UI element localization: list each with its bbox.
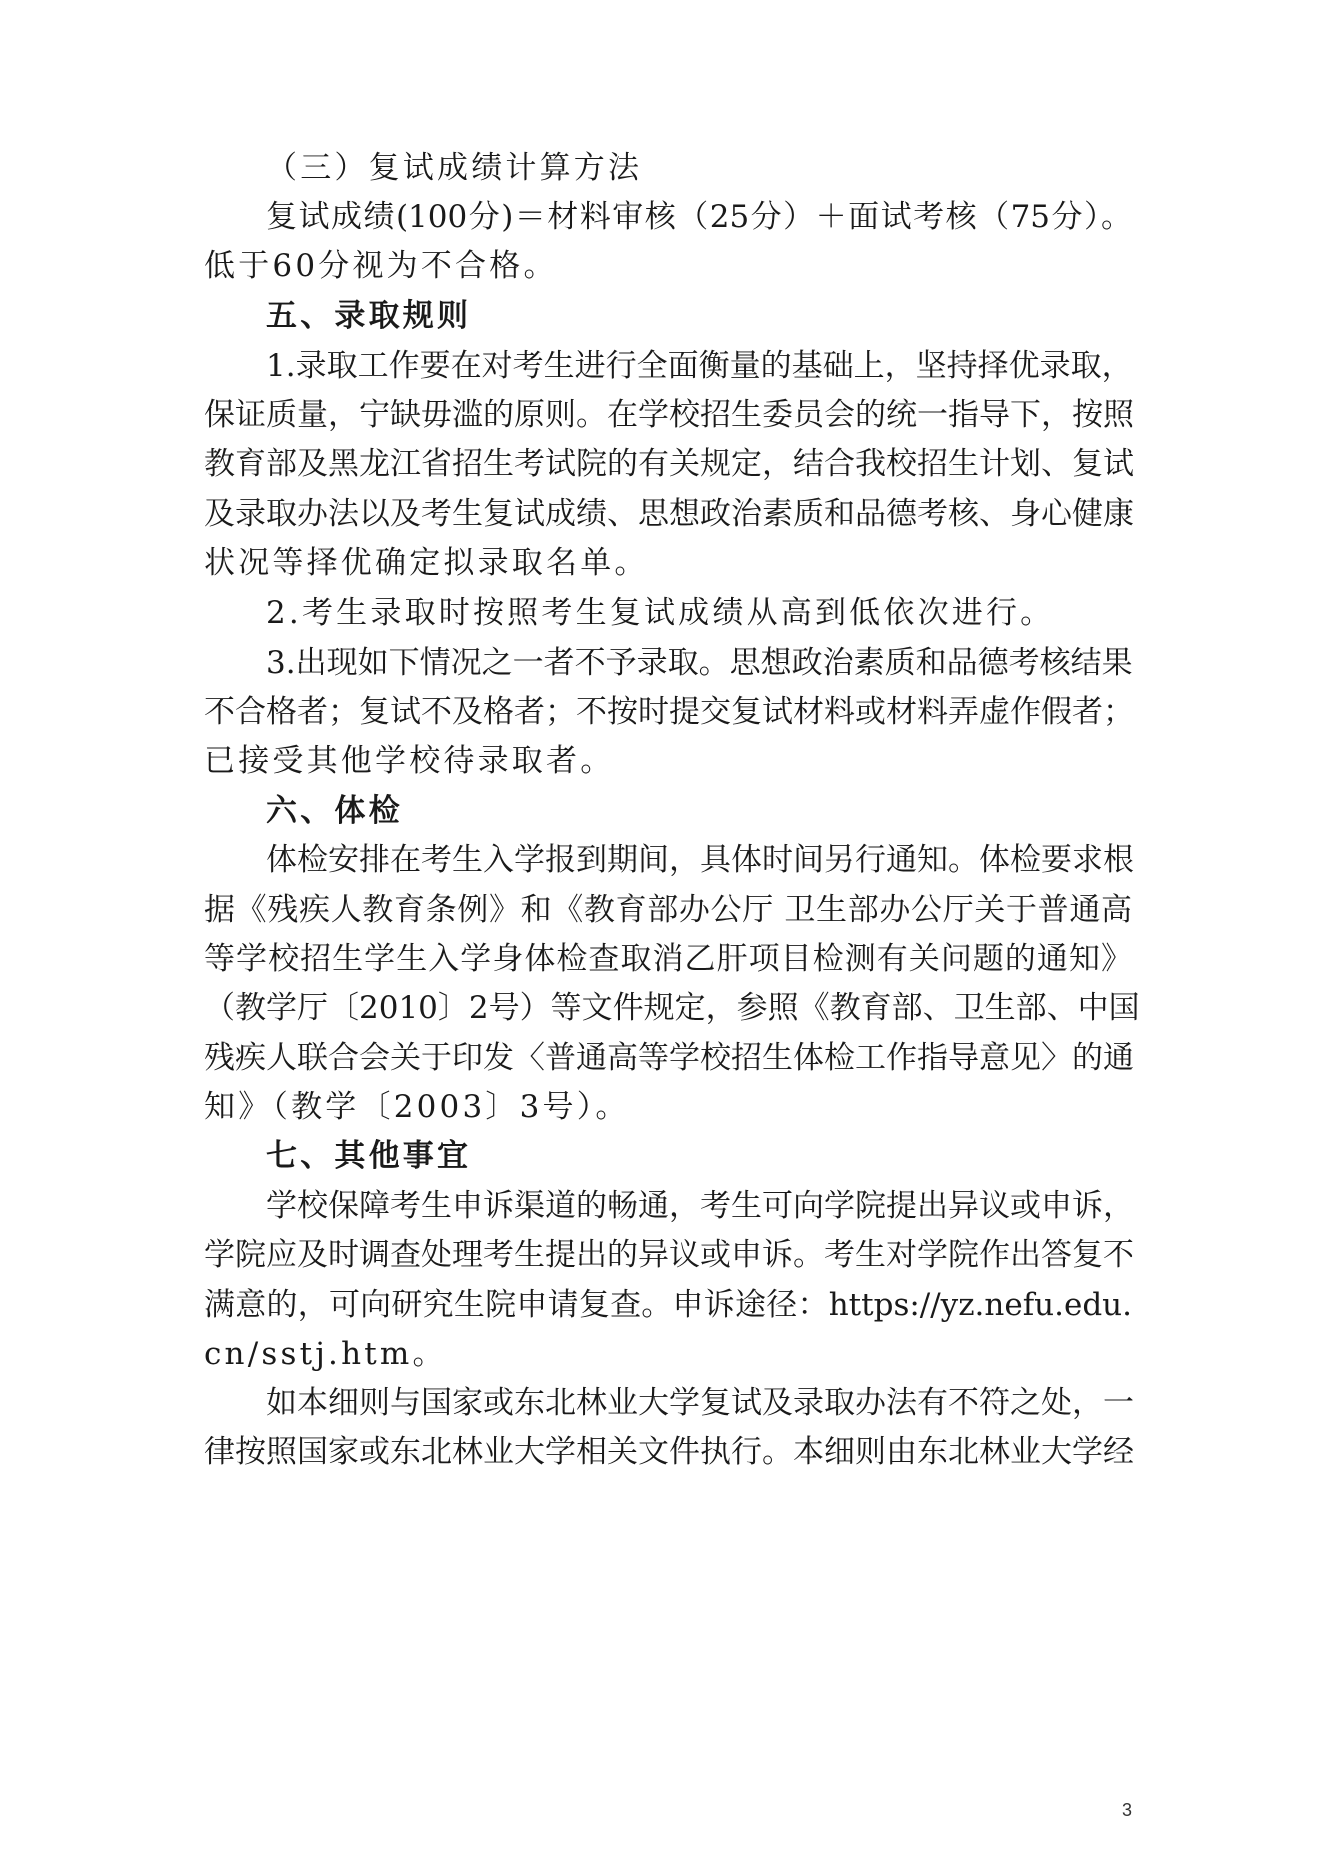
section-heading: 五、录取规则 (266, 298, 472, 334)
body-text-line: 学院应及时调查处理考生提出的异议或申诉。考生对学院作出答复不 (204, 1237, 1134, 1273)
body-text-line: 体检安排在考生入学报到期间，具体时间另行通知。体检要求根 (266, 842, 1134, 878)
body-text-line: 状况等择优确定拟录取名单。 (204, 545, 649, 581)
body-text-line: 律按照国家或东北林业大学相关文件执行。本细则由东北林业大学经 (204, 1434, 1134, 1470)
body-text-line: cn/sstj.htm。 (204, 1336, 447, 1372)
body-text-line: 学校保障考生申诉渠道的畅通，考生可向学院提出异议或申诉， (266, 1188, 1134, 1224)
body-text-line: 1.录取工作要在对考生进行全面衡量的基础上，坚持择优录取， (266, 348, 1133, 384)
page-number: 3 (1121, 1800, 1132, 1820)
body-text-line: 满意的，可向研究生院申请复查。申诉途径：https://yz.nefu.edu. (204, 1287, 1132, 1323)
body-text-line: 复试成绩(100分)＝材料审核（25分）＋面试考核（75分）。 (266, 199, 1132, 235)
body-text-line: 等学校招生学生入学身体检查取消乙肝项目检测有关问题的通知》 (204, 941, 1132, 977)
section-heading: 六、体检 (266, 793, 403, 829)
body-text-line: 不合格者；复试不及格者；不按时提交复试材料或材料弄虚作假者； (204, 694, 1134, 730)
body-text-line: 2.考生录取时按照考生复试成绩从高到低依次进行。 (266, 595, 1055, 631)
body-text-line: 低于60分视为不合格。 (204, 248, 558, 284)
body-text-line: 已接受其他学校待录取者。 (204, 743, 615, 779)
section-heading: 七、其他事宜 (266, 1138, 472, 1174)
body-text-line: 及录取办法以及考生复试成绩、思想政治素质和品德考核、身心健康 (204, 496, 1134, 532)
body-text-line: 保证质量，宁缺毋滥的原则。在学校招生委员会的统一指导下，按照 (204, 397, 1134, 433)
body-text-line: 残疾人联合会关于印发〈普通高等学校招生体检工作指导意见〉的通 (204, 1040, 1134, 1076)
body-text-line: 3.出现如下情况之一者不予录取。思想政治素质和品德考核结果 (266, 645, 1133, 681)
body-text-line: 知》（教学〔2003〕3号）。 (204, 1089, 630, 1125)
body-text-line: 据《残疾人教育条例》和《教育部办公厅 卫生部办公厅关于普通高 (204, 892, 1132, 928)
body-text-line: （三）复试成绩计算方法 (266, 150, 643, 186)
body-text-line: （教学厅〔2010〕2号）等文件规定，参照《教育部、卫生部、中国 (204, 990, 1140, 1026)
body-text-line: 如本细则与国家或东北林业大学复试及录取办法有不符之处，一 (266, 1385, 1134, 1421)
body-text-line: 教育部及黑龙江省招生考试院的有关规定，结合我校招生计划、复试 (204, 446, 1134, 482)
